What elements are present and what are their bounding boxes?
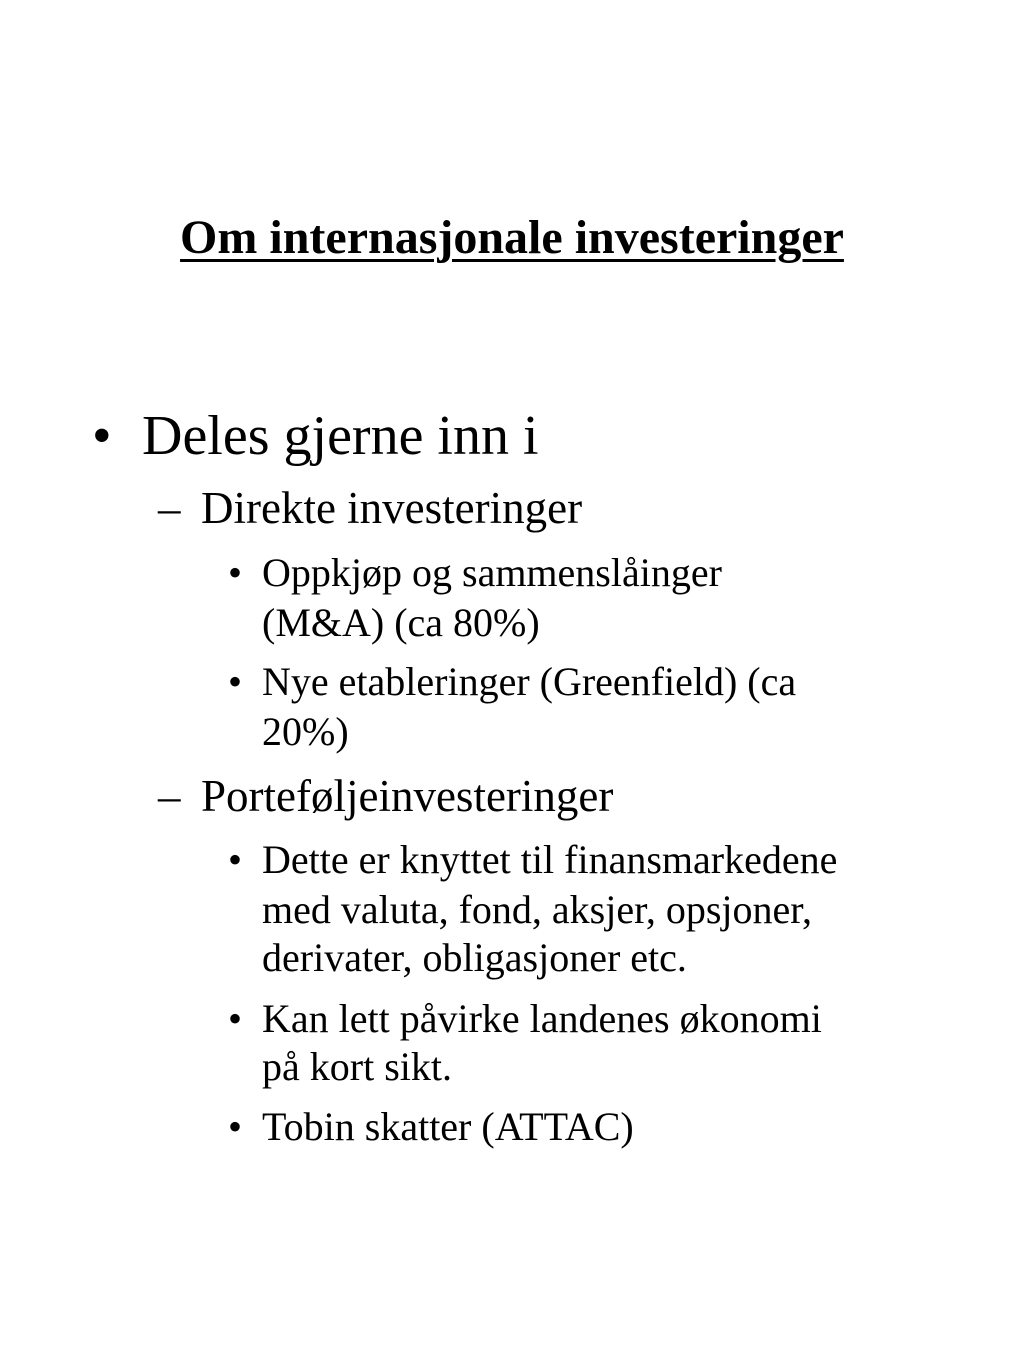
list-item-line: Dette er knyttet til finansmarkedene xyxy=(262,837,838,882)
sub-sub-bullet-marker: • xyxy=(228,996,243,1041)
sub-bullet-marker: – xyxy=(158,771,181,821)
sub-bullet-direct-investments: Direkte investeringer xyxy=(201,483,583,533)
slide-title: Om internasjonale investeringer xyxy=(180,211,844,264)
list-item-line: med valuta, fond, aksjer, opsjoner, xyxy=(262,887,812,932)
list-item-line: Nye etableringer (Greenfield) (ca xyxy=(262,659,797,704)
list-item-line: derivater, obligasjoner etc. xyxy=(262,935,687,980)
list-item-line: på kort sikt. xyxy=(262,1044,452,1089)
list-item-line: Tobin skatter (ATTAC) xyxy=(262,1104,634,1149)
list-item-line: Oppkjøp og sammenslåinger xyxy=(262,550,722,595)
sub-sub-bullet-marker: • xyxy=(228,1104,243,1149)
bullet-text: Deles gjerne inn i xyxy=(142,405,539,467)
sub-sub-bullet-marker: • xyxy=(228,659,243,704)
list-item-line: (M&A) (ca 80%) xyxy=(262,600,540,645)
sub-sub-bullet-marker: • xyxy=(228,550,243,595)
bullet-marker: • xyxy=(92,405,112,467)
sub-sub-bullet-marker: • xyxy=(228,837,243,882)
list-item-line: Kan lett påvirke landenes økonomi xyxy=(262,996,822,1041)
list-item-line: 20%) xyxy=(262,709,349,754)
sub-bullet-marker: – xyxy=(158,483,181,533)
sub-bullet-portfolio-investments: Porteføljeinvesteringer xyxy=(201,771,614,821)
